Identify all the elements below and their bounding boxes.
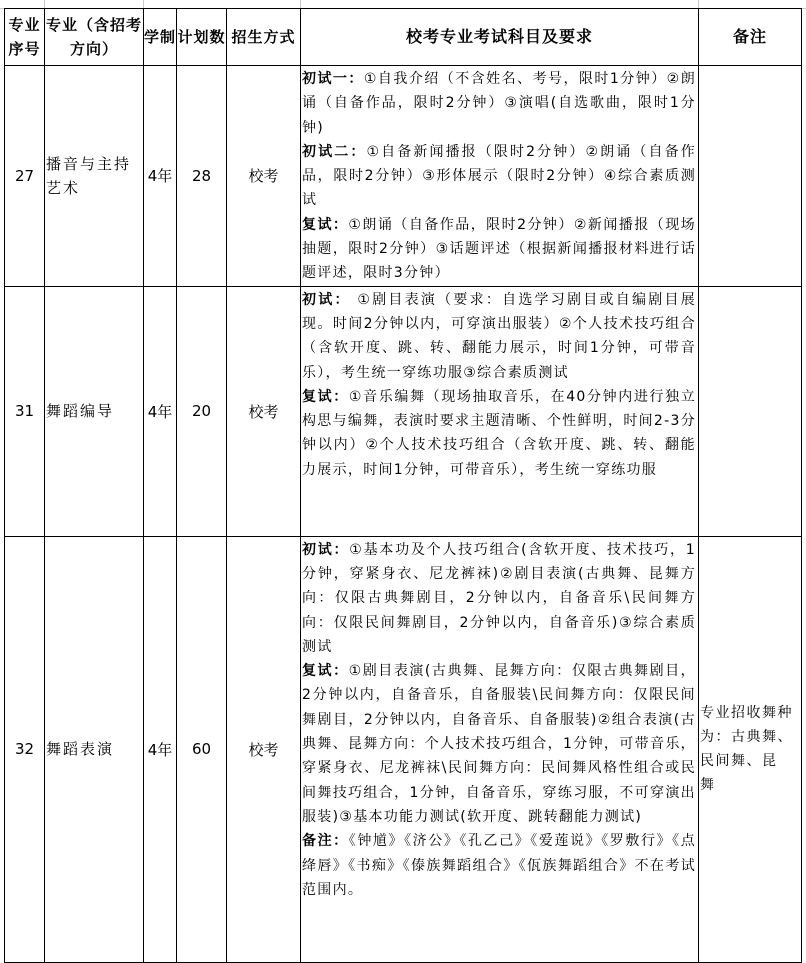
cell-method: 校考 bbox=[227, 536, 301, 962]
cell-seq: 31 bbox=[5, 286, 45, 536]
section-text: ①自备新闻播报（限时2分钟）②朗诵（自备作品，限时2分钟）③形体展示（限时2分钟）④综合素质测试 bbox=[302, 143, 696, 209]
table-row bbox=[5, 66, 802, 287]
cell-major: 舞蹈表演 bbox=[45, 536, 144, 962]
cell-years: 4年 bbox=[144, 536, 177, 962]
section-text: ①自我介绍（不含姓名、考号，限时1分钟）②朗诵（自备作品，限时2分钟）③演唱(自选歌曲，限时1分钟) bbox=[302, 71, 696, 136]
cell-major: 舞蹈编导 bbox=[45, 286, 144, 536]
cell-seq: 27 bbox=[5, 66, 45, 287]
cell-method: 校考 bbox=[227, 66, 301, 287]
cell-remarks bbox=[699, 66, 802, 287]
table-header-row bbox=[5, 9, 802, 66]
section-label: 复试： bbox=[302, 388, 349, 405]
header-major: 专业（含招考方向） bbox=[45, 9, 144, 66]
header-method: 招生方式 bbox=[227, 9, 301, 66]
section-label: 初试： bbox=[302, 291, 351, 308]
cell-plan: 28 bbox=[177, 66, 227, 287]
cell-subjects bbox=[301, 286, 699, 536]
spreadsheet-gridline bbox=[698, 0, 699, 8]
cell-method: 校考 bbox=[227, 286, 301, 536]
spreadsheet-gridline bbox=[300, 0, 301, 8]
exam-section bbox=[302, 538, 696, 659]
exam-section bbox=[302, 288, 696, 385]
admission-exam-table bbox=[4, 8, 802, 963]
section-text: ①剧目表演(古典舞、昆舞方向：仅限古典舞剧目，2分钟以内，自备音乐，自备服装\民间舞方向：仅限民间舞剧目，2分钟以内，自备音乐、自备服装)②组合表演(古典舞、昆舞方向：个人技术技巧组合，1分钟，可带音乐，穿紧身衣、尼龙裤袜\民间舞方向：民间舞风格性组合或民间舞技巧组合，1分钟，自备音乐，穿练习服，不可穿演出服装)③基本功能力测试(软开度、跳转翻能力测试) bbox=[302, 663, 696, 825]
section-label: 复试： bbox=[302, 216, 349, 233]
cell-years: 4年 bbox=[144, 286, 177, 536]
spreadsheet-gridline bbox=[143, 0, 144, 8]
section-label: 初试： bbox=[302, 541, 350, 558]
cell-plan: 20 bbox=[177, 286, 227, 536]
section-text: ①朗诵（自备作品，限时2分钟）②新闻播报（现场抽题，限时2分钟）③话题评述（根据新闻播报材料进行话题评述，限时3分钟） bbox=[302, 216, 696, 282]
section-label: 初试二： bbox=[302, 143, 367, 160]
table-row bbox=[5, 286, 802, 536]
cell-years: 4年 bbox=[144, 66, 177, 287]
exam-section bbox=[302, 829, 696, 902]
cell-remarks: 专业招收舞种为：古典舞、民间舞、昆 舞 bbox=[699, 536, 802, 962]
exam-section bbox=[302, 659, 696, 829]
section-text: ①基本功及个人技巧组合(含软开度、技术技巧，1分钟，穿紧身衣、尼龙裤袜)②剧目表演(古典舞、昆舞方向：仅限古典舞剧目，2分钟以内，自备音乐\民间舞方向：仅限民间舞剧目，2分钟以内，自备音乐)③综合素质测试 bbox=[302, 541, 696, 655]
table-row bbox=[5, 536, 802, 962]
cell-plan: 60 bbox=[177, 536, 227, 962]
exam-section bbox=[302, 213, 696, 286]
spreadsheet-gridline bbox=[44, 0, 45, 8]
section-text: ①音乐编舞（现场抽取音乐，在40分钟内进行独立构思与编舞，表演时要求主题清晰、个性鲜明，时间2-3分钟以内）②个人技术技巧组合（含软开度、跳、转、翻能力展示，时间1分钟，可带音乐），考生统一穿练功服 bbox=[302, 388, 697, 478]
exam-section bbox=[302, 67, 696, 140]
cell-remarks bbox=[699, 286, 802, 536]
cell-seq: 32 bbox=[5, 536, 45, 962]
header-years: 学制 bbox=[144, 9, 177, 66]
cell-subjects bbox=[301, 536, 699, 962]
section-text: ①剧目表演（要求：自选学习剧目或自编剧目展现。时间2分钟以内，可穿演出服装）②个人技术技巧组合（含软开度、跳、转、翻能力展示，时间1分钟，可带音乐），考生统一穿练功服③综合素质测试 bbox=[302, 291, 696, 381]
header-subjects: 校考专业考试科目及要求 bbox=[301, 9, 699, 66]
exam-section bbox=[302, 385, 696, 482]
section-label: 初试一： bbox=[302, 71, 364, 87]
section-label: 备注： bbox=[302, 833, 349, 850]
header-plan: 计划数 bbox=[177, 9, 227, 66]
cell-subjects bbox=[301, 66, 699, 287]
header-remarks: 备注 bbox=[699, 9, 802, 66]
cell-major: 播音与主持艺术 bbox=[45, 66, 144, 287]
header-seq: 专业序号 bbox=[5, 9, 45, 66]
section-text: 《钟馗》《济公》《孔乙己》《爱莲说》《罗敷行》《点绛唇》《书痴》《傣族舞蹈组合》《佤族舞蹈组合》不在考试范围内。 bbox=[302, 833, 696, 898]
exam-section bbox=[302, 140, 696, 213]
section-label: 复试： bbox=[302, 663, 349, 680]
